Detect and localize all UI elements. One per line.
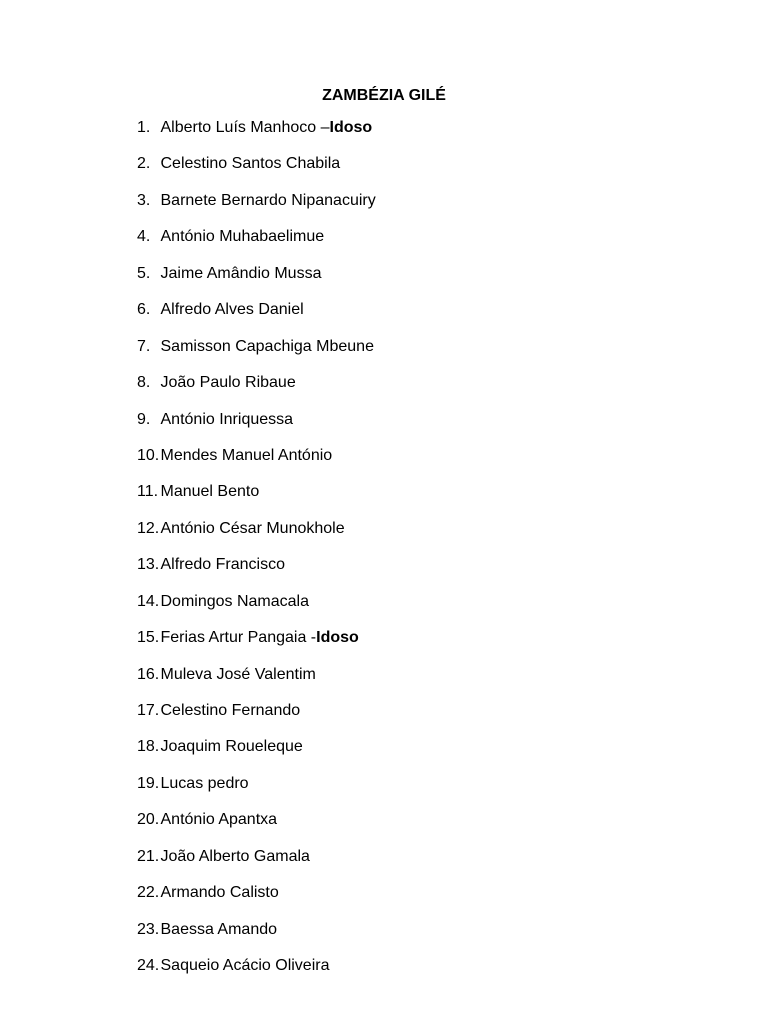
list-item-name: António César Munokhole	[160, 519, 345, 537]
list-item-name: Manuel Bento	[160, 483, 260, 501]
list-item-name: António Muhabaelimue	[160, 228, 325, 246]
list-item-number: 5.	[137, 264, 151, 282]
list-item	[137, 373, 376, 409]
list-item	[137, 810, 376, 846]
list-item-number: 8.	[137, 374, 151, 392]
list-item-name: Celestino Fernando	[160, 702, 301, 719]
list-item-number: 23.	[137, 920, 160, 938]
list-item-name: Samisson Capachiga Mbeune	[160, 337, 374, 355]
list-item-name: Alfredo Alves Daniel	[160, 301, 304, 319]
list-item	[137, 628, 376, 664]
list-item-number: 7.	[137, 337, 151, 355]
list-item	[137, 227, 376, 263]
list-item-number: 19.	[137, 774, 160, 792]
list-item	[137, 847, 376, 883]
list-item	[137, 191, 376, 227]
list-item-name: António Inriquessa	[160, 410, 294, 428]
list-item-name: Armando Calisto	[160, 884, 279, 902]
list-item-name: João Paulo Ribaue	[160, 374, 296, 392]
list-item	[137, 118, 376, 154]
list-item-number: 22.	[137, 884, 160, 902]
list-item	[137, 410, 376, 446]
list-item	[137, 774, 376, 810]
list-item-note: Idoso	[316, 629, 359, 647]
list-item	[137, 446, 376, 482]
list-item	[137, 555, 376, 591]
list-item-note: Idoso	[329, 119, 373, 136]
list-item	[137, 337, 376, 373]
list-item-name: António Apantxa	[160, 811, 278, 829]
list-item-number: 6.	[137, 301, 151, 319]
list-item-number: 21.	[137, 847, 160, 865]
list-item-number: 3.	[137, 191, 151, 209]
list-item	[137, 592, 376, 628]
list-item-number: 10.	[137, 446, 160, 464]
list-item-name: Celestino Santos Chabila	[160, 155, 341, 173]
list-item	[137, 920, 376, 956]
list-item-number: 4.	[137, 228, 151, 246]
list-item	[137, 300, 376, 336]
document-title: ZAMBÉZIA GILÉ	[322, 87, 446, 104]
list-item-number: 18.	[137, 738, 160, 756]
list-item	[137, 883, 376, 919]
list-item-number: 15.	[137, 629, 160, 647]
list-item-number: 13.	[137, 556, 160, 574]
list-item-number: 12.	[137, 519, 160, 537]
list-item-number: 9.	[137, 410, 151, 428]
list-item-name: Ferias Artur Pangaia -	[160, 629, 317, 647]
list-item-number: 2.	[137, 155, 151, 173]
list-item-number: 14.	[137, 592, 160, 610]
list-item-name: Baessa Amando	[160, 920, 278, 938]
list-item-number: 24.	[137, 957, 160, 975]
list-item-number: 11.	[137, 483, 159, 501]
list-item-name: João Alberto Gamala	[160, 847, 310, 865]
list-item	[137, 519, 376, 555]
name-list	[137, 118, 376, 993]
list-item-number: 1.	[137, 119, 151, 136]
list-item	[137, 154, 376, 190]
list-item	[137, 956, 376, 992]
list-item-number: 16.	[137, 665, 160, 683]
list-item-name: Domingos Namacala	[160, 592, 310, 610]
list-item-name: Saqueio Acácio Oliveira	[160, 957, 330, 975]
list-item-name: Barnete Bernardo Nipanacuiry	[160, 191, 376, 209]
list-item-number: 17.	[137, 702, 160, 719]
list-item-name: Joaquim Roueleque	[160, 738, 303, 756]
list-item-name: Alfredo Francisco	[160, 556, 285, 574]
list-item	[137, 665, 376, 701]
list-item-name: Jaime Amândio Mussa	[160, 264, 322, 282]
list-item-name: Muleva José Valentim	[160, 665, 316, 683]
list-item-name: Alberto Luís Manhoco –	[160, 119, 330, 136]
list-item	[137, 264, 376, 300]
list-item-name: Mendes Manuel António	[160, 446, 333, 464]
list-item-name: Lucas pedro	[160, 774, 249, 792]
list-item	[137, 482, 376, 518]
list-item	[137, 701, 376, 737]
list-item	[137, 737, 376, 773]
list-item-number: 20.	[137, 811, 160, 829]
